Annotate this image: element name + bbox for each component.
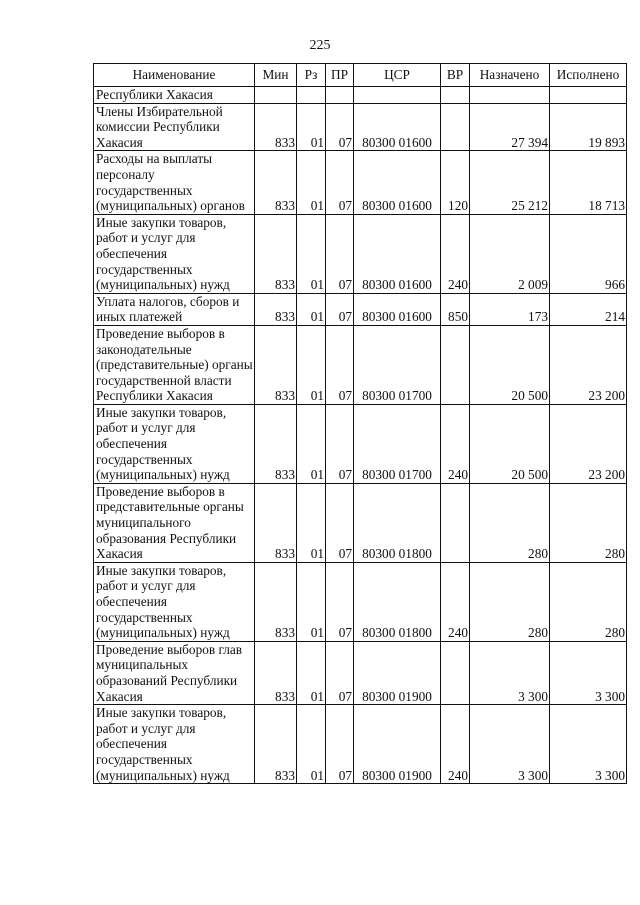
- cell-pr: 07: [326, 641, 354, 704]
- cell-executed: 280: [550, 562, 627, 641]
- table-row: [94, 705, 627, 784]
- cell-pr: 07: [326, 103, 354, 151]
- cell-pr: 07: [326, 562, 354, 641]
- empty-cell: [441, 87, 470, 104]
- cell-name: Проведение выборов в законодательные (представительные) органы государственной власти Республики Хакасия: [94, 325, 255, 404]
- cell-assigned: 27 394: [470, 103, 550, 151]
- table-row: [94, 325, 627, 404]
- cell-executed: 966: [550, 214, 627, 293]
- table-row: [94, 214, 627, 293]
- cell-executed: 18 713: [550, 151, 627, 214]
- empty-cell: [255, 87, 297, 104]
- cell-vr: [441, 483, 470, 562]
- cell-name: Иные закупки товаров, работ и услуг для обеспечения государственных (муниципальных) нужд: [94, 562, 255, 641]
- table-header-row: [94, 64, 627, 87]
- header-min: Мин: [255, 64, 297, 87]
- cell-name: Иные закупки товаров, работ и услуг для обеспечения государственных (муниципальных) нужд: [94, 214, 255, 293]
- cell-vr: [441, 325, 470, 404]
- cell-min: 833: [255, 404, 297, 483]
- cell-pr: 07: [326, 325, 354, 404]
- header-assigned: Назначено: [470, 64, 550, 87]
- cell-csr: 80300 01600: [354, 214, 441, 293]
- cell-rz: 01: [297, 705, 326, 784]
- empty-cell: [326, 87, 354, 104]
- cell-assigned: 2 009: [470, 214, 550, 293]
- cell-csr: 80300 01700: [354, 404, 441, 483]
- cell-pr: 07: [326, 293, 354, 325]
- cell-vr: 240: [441, 404, 470, 483]
- cell-csr: 80300 01600: [354, 151, 441, 214]
- cell-executed: 19 893: [550, 103, 627, 151]
- empty-cell: [470, 87, 550, 104]
- cell-pr: 07: [326, 151, 354, 214]
- cell-name: Уплата налогов, сборов и иных платежей: [94, 293, 255, 325]
- cell-csr: 80300 01700: [354, 325, 441, 404]
- cell-rz: 01: [297, 214, 326, 293]
- cell-pr: 07: [326, 404, 354, 483]
- cell-rz: 01: [297, 325, 326, 404]
- cell-pr: 07: [326, 483, 354, 562]
- cell-csr: 80300 01600: [354, 103, 441, 151]
- continuation-text: Республики Хакасия: [94, 87, 255, 104]
- cell-rz: 01: [297, 562, 326, 641]
- cell-executed: 23 200: [550, 404, 627, 483]
- budget-table: [93, 63, 627, 784]
- cell-vr: [441, 103, 470, 151]
- cell-assigned: 20 500: [470, 404, 550, 483]
- empty-cell: [354, 87, 441, 104]
- cell-assigned: 20 500: [470, 325, 550, 404]
- table-row: [94, 562, 627, 641]
- cell-executed: 3 300: [550, 705, 627, 784]
- cell-executed: 214: [550, 293, 627, 325]
- cell-csr: 80300 01900: [354, 705, 441, 784]
- table-row: [94, 151, 627, 214]
- header-rz: Рз: [297, 64, 326, 87]
- header-vr: ВР: [441, 64, 470, 87]
- cell-executed: 3 300: [550, 641, 627, 704]
- cell-min: 833: [255, 151, 297, 214]
- cell-rz: 01: [297, 641, 326, 704]
- cell-name: Проведение выборов глав муниципальных образований Республики Хакасия: [94, 641, 255, 704]
- header-pr: ПР: [326, 64, 354, 87]
- table-row: [94, 641, 627, 704]
- cell-name: Иные закупки товаров, работ и услуг для обеспечения государственных (муниципальных) нужд: [94, 404, 255, 483]
- cell-rz: 01: [297, 103, 326, 151]
- cell-executed: 23 200: [550, 325, 627, 404]
- cell-assigned: 25 212: [470, 151, 550, 214]
- cell-assigned: 280: [470, 483, 550, 562]
- cell-assigned: 3 300: [470, 705, 550, 784]
- cell-csr: 80300 01900: [354, 641, 441, 704]
- cell-min: 833: [255, 325, 297, 404]
- cell-csr: 80300 01600: [354, 293, 441, 325]
- cell-vr: [441, 641, 470, 704]
- cell-assigned: 173: [470, 293, 550, 325]
- cell-name: Расходы на выплаты персоналу государственных (муниципальных) органов: [94, 151, 255, 214]
- header-name: Наименование: [94, 64, 255, 87]
- cell-assigned: 3 300: [470, 641, 550, 704]
- cell-name: Проведение выборов в представительные органы муниципального образования Республики Хакасия: [94, 483, 255, 562]
- page-number: 225: [309, 38, 331, 53]
- cell-vr: 240: [441, 214, 470, 293]
- header-executed: Исполнено: [550, 64, 627, 87]
- cell-executed: 280: [550, 483, 627, 562]
- cell-rz: 01: [297, 404, 326, 483]
- cell-min: 833: [255, 641, 297, 704]
- cell-csr: 80300 01800: [354, 483, 441, 562]
- cell-csr: 80300 01800: [354, 562, 441, 641]
- table-row: [94, 483, 627, 562]
- cell-min: 833: [255, 705, 297, 784]
- cell-pr: 07: [326, 214, 354, 293]
- continuation-row: [94, 87, 627, 104]
- cell-min: 833: [255, 483, 297, 562]
- cell-min: 833: [255, 562, 297, 641]
- header-csr: ЦСР: [354, 64, 441, 87]
- table-row: [94, 404, 627, 483]
- cell-vr: 240: [441, 562, 470, 641]
- cell-assigned: 280: [470, 562, 550, 641]
- cell-min: 833: [255, 103, 297, 151]
- cell-rz: 01: [297, 293, 326, 325]
- cell-min: 833: [255, 293, 297, 325]
- cell-pr: 07: [326, 705, 354, 784]
- cell-name: Иные закупки товаров, работ и услуг для обеспечения государственных (муниципальных) нужд: [94, 705, 255, 784]
- cell-rz: 01: [297, 483, 326, 562]
- cell-rz: 01: [297, 151, 326, 214]
- cell-vr: 850: [441, 293, 470, 325]
- table-row: [94, 293, 627, 325]
- table-row: [94, 103, 627, 151]
- cell-min: 833: [255, 214, 297, 293]
- empty-cell: [297, 87, 326, 104]
- empty-cell: [550, 87, 627, 104]
- cell-name: Члены Избирательной комиссии Республики Хакасия: [94, 103, 255, 151]
- cell-vr: 120: [441, 151, 470, 214]
- cell-vr: 240: [441, 705, 470, 784]
